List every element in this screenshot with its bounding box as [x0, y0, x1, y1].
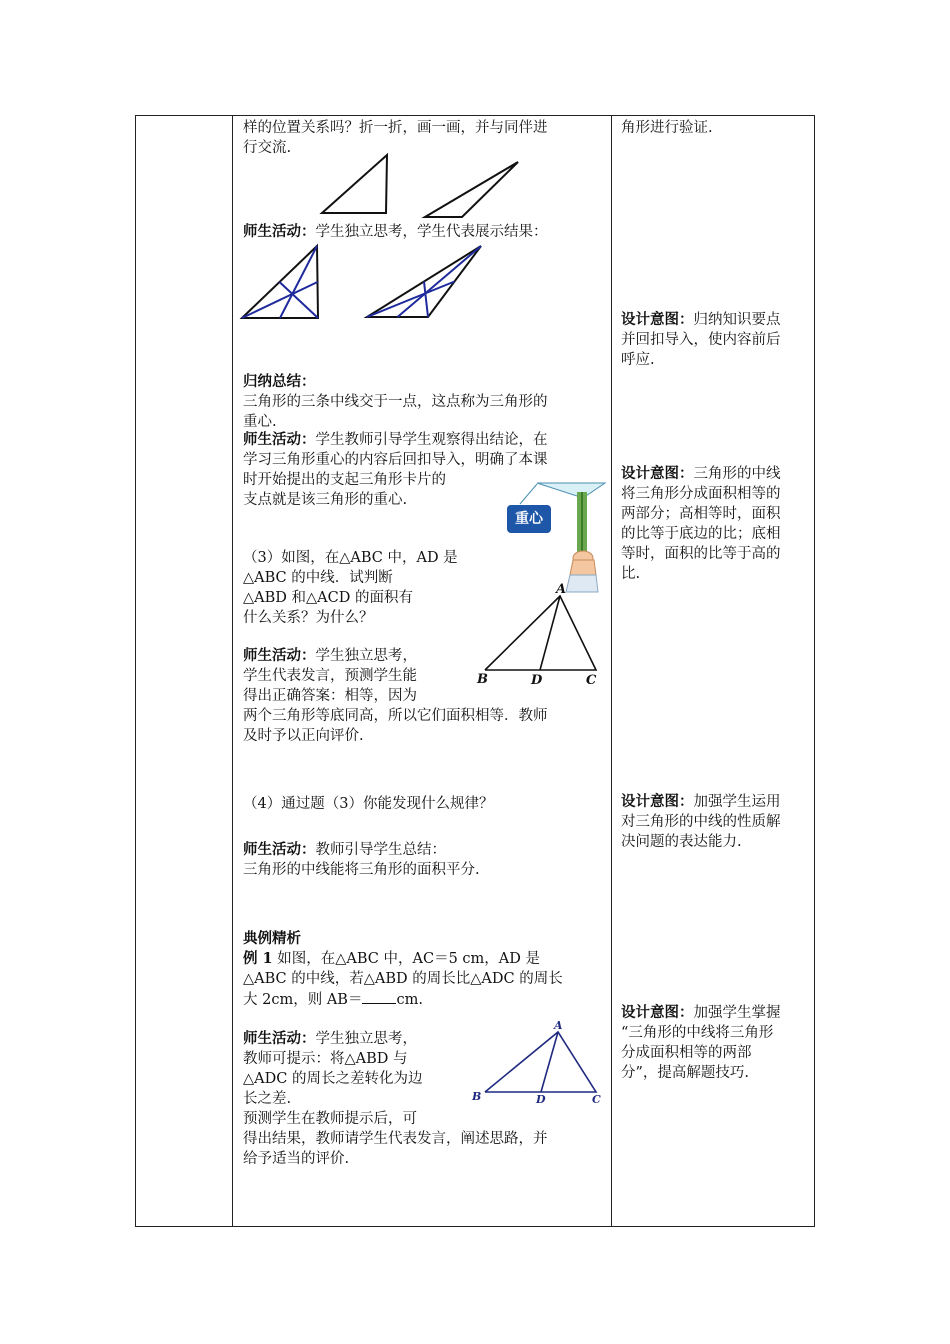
example-text: 如图，在△ABC 中，AC＝5 cm，AD 是	[277, 951, 540, 967]
example-title: 典例精析	[243, 930, 301, 947]
question-3-line: （3）如图，在△ABC 中，AD 是	[243, 550, 458, 566]
activity-text: 学生独立思考，	[315, 1031, 417, 1047]
summary-line: 三角形的三条中线交于一点，这点称为三角形的	[243, 394, 548, 410]
vertex-c-label: C	[592, 1093, 601, 1106]
activity-5-line: 得出结果，教师请学生代表发言，阐述思路，并	[243, 1131, 548, 1147]
activity-label: 师生活动：	[243, 1030, 316, 1047]
design-intent-line: 决问题的表达能力.	[621, 834, 742, 850]
activity-3-line: 学生代表发言，预测学生能	[243, 668, 417, 684]
activity-label: 师生活动：	[243, 431, 316, 448]
activity-text: 学生教师引导学生观察得出结论，在	[315, 432, 548, 448]
activity-text: 学生独立思考，学生代表展示结果：	[315, 224, 548, 240]
design-intent-2	[621, 464, 781, 484]
design-intent-4	[621, 1003, 781, 1023]
design-intent-line: 两部分；高相等时，面积	[621, 506, 781, 522]
activity-label: 师生活动：	[243, 647, 316, 664]
vertex-a-label: A	[554, 1019, 563, 1032]
activity-2-line: 支点就是该三角形的重心.	[243, 492, 408, 508]
activity-text: 教师引导学生总结：	[315, 842, 446, 858]
activity-5-line: 长之差.	[243, 1091, 292, 1107]
vertex-a-label: A	[556, 582, 567, 597]
question-3-line: 什么关系？为什么？	[243, 610, 374, 626]
intro-line-1: 样的位置关系吗？折一折，画一画，并与同伴进	[243, 120, 548, 136]
question-3-line: △ABD 和△ACD 的面积有	[243, 590, 413, 606]
design-intent-label: 设计意图：	[621, 1004, 694, 1021]
vertex-c-label: C	[586, 673, 597, 688]
design-intent-label: 设计意图：	[621, 465, 694, 482]
question-4: （4）通过题（3）你能发现什么规律？	[243, 796, 494, 812]
design-intent-text: 加强学生运用	[693, 794, 781, 810]
activity-4-line: 三角形的中线能将三角形的面积平分.	[243, 862, 480, 878]
activity-2-line: 时开始提出的支起三角形卡片的	[243, 472, 446, 488]
design-intent-1	[621, 310, 781, 330]
design-intent-line: 分”，提高解题技巧.	[621, 1065, 750, 1081]
design-intent-line: “三角形的中线将三角形	[621, 1025, 774, 1041]
design-intent-line: 并回扣导入，使内容前后	[621, 332, 781, 348]
activity-5	[243, 1029, 417, 1049]
example-text: cm.	[396, 992, 423, 1008]
summary-line: 重心.	[243, 414, 277, 430]
right-note-0: 角形进行验证.	[621, 120, 713, 136]
design-intent-text: 归纳知识要点	[693, 312, 781, 328]
vertex-b-label: B	[472, 1090, 482, 1103]
design-intent-text: 加强学生掌握	[693, 1005, 781, 1021]
activity-label: 师生活动：	[243, 841, 316, 858]
point-d-label: D	[531, 673, 543, 688]
activity-5-line: △ADC 的周长之差转化为边	[243, 1071, 423, 1087]
vertex-b-label: B	[477, 672, 488, 687]
design-intent-line: 比.	[621, 566, 641, 582]
design-intent-3	[621, 792, 781, 812]
design-intent-label: 设计意图：	[621, 311, 694, 328]
intro-line-2: 行交流.	[243, 140, 292, 156]
design-intent-text: 三角形的中线	[693, 466, 781, 482]
activity-3-line: 及时予以正向评价.	[243, 728, 364, 744]
example-text: 大 2cm，则 AB＝	[243, 992, 363, 1008]
design-intent-line: 将三角形分成面积相等的	[621, 486, 781, 502]
activity-5-line: 预测学生在教师提示后，可	[243, 1111, 417, 1127]
design-intent-line: 等时，面积的比等于高的	[621, 546, 781, 562]
design-intent-line: 呼应.	[621, 352, 655, 368]
centroid-badge: 重心	[515, 511, 543, 527]
design-intent-line: 对三角形的中线的性质解	[621, 814, 781, 830]
activity-2-line: 学习三角形重心的内容后回扣导入，明确了本课	[243, 452, 548, 468]
design-intent-line: 的比等于底边的比；底相	[621, 526, 781, 542]
activity-3-line: 得出正确答案：相等，因为	[243, 688, 417, 704]
point-d-label: D	[536, 1093, 546, 1106]
example-label: 例 1	[243, 950, 273, 967]
example-line-2: △ABC 的中线，若△ABD 的周长比△ADC 的周长	[243, 971, 563, 987]
activity-5-line: 给予适当的评价.	[243, 1151, 350, 1167]
activity-3-line: 两个三角形等底同高，所以它们面积相等．教师	[243, 708, 548, 724]
activity-text: 学生独立思考，	[315, 648, 417, 664]
design-intent-label: 设计意图：	[621, 793, 694, 810]
question-3-line: △ABC 的中线．试判断	[243, 570, 393, 586]
activity-label: 师生活动：	[243, 223, 316, 240]
activity-5-line: 教师可提示：将△ABD 与	[243, 1051, 408, 1067]
summary-title: 归纳总结：	[243, 373, 316, 390]
design-intent-line: 分成面积相等的两部	[621, 1045, 752, 1061]
